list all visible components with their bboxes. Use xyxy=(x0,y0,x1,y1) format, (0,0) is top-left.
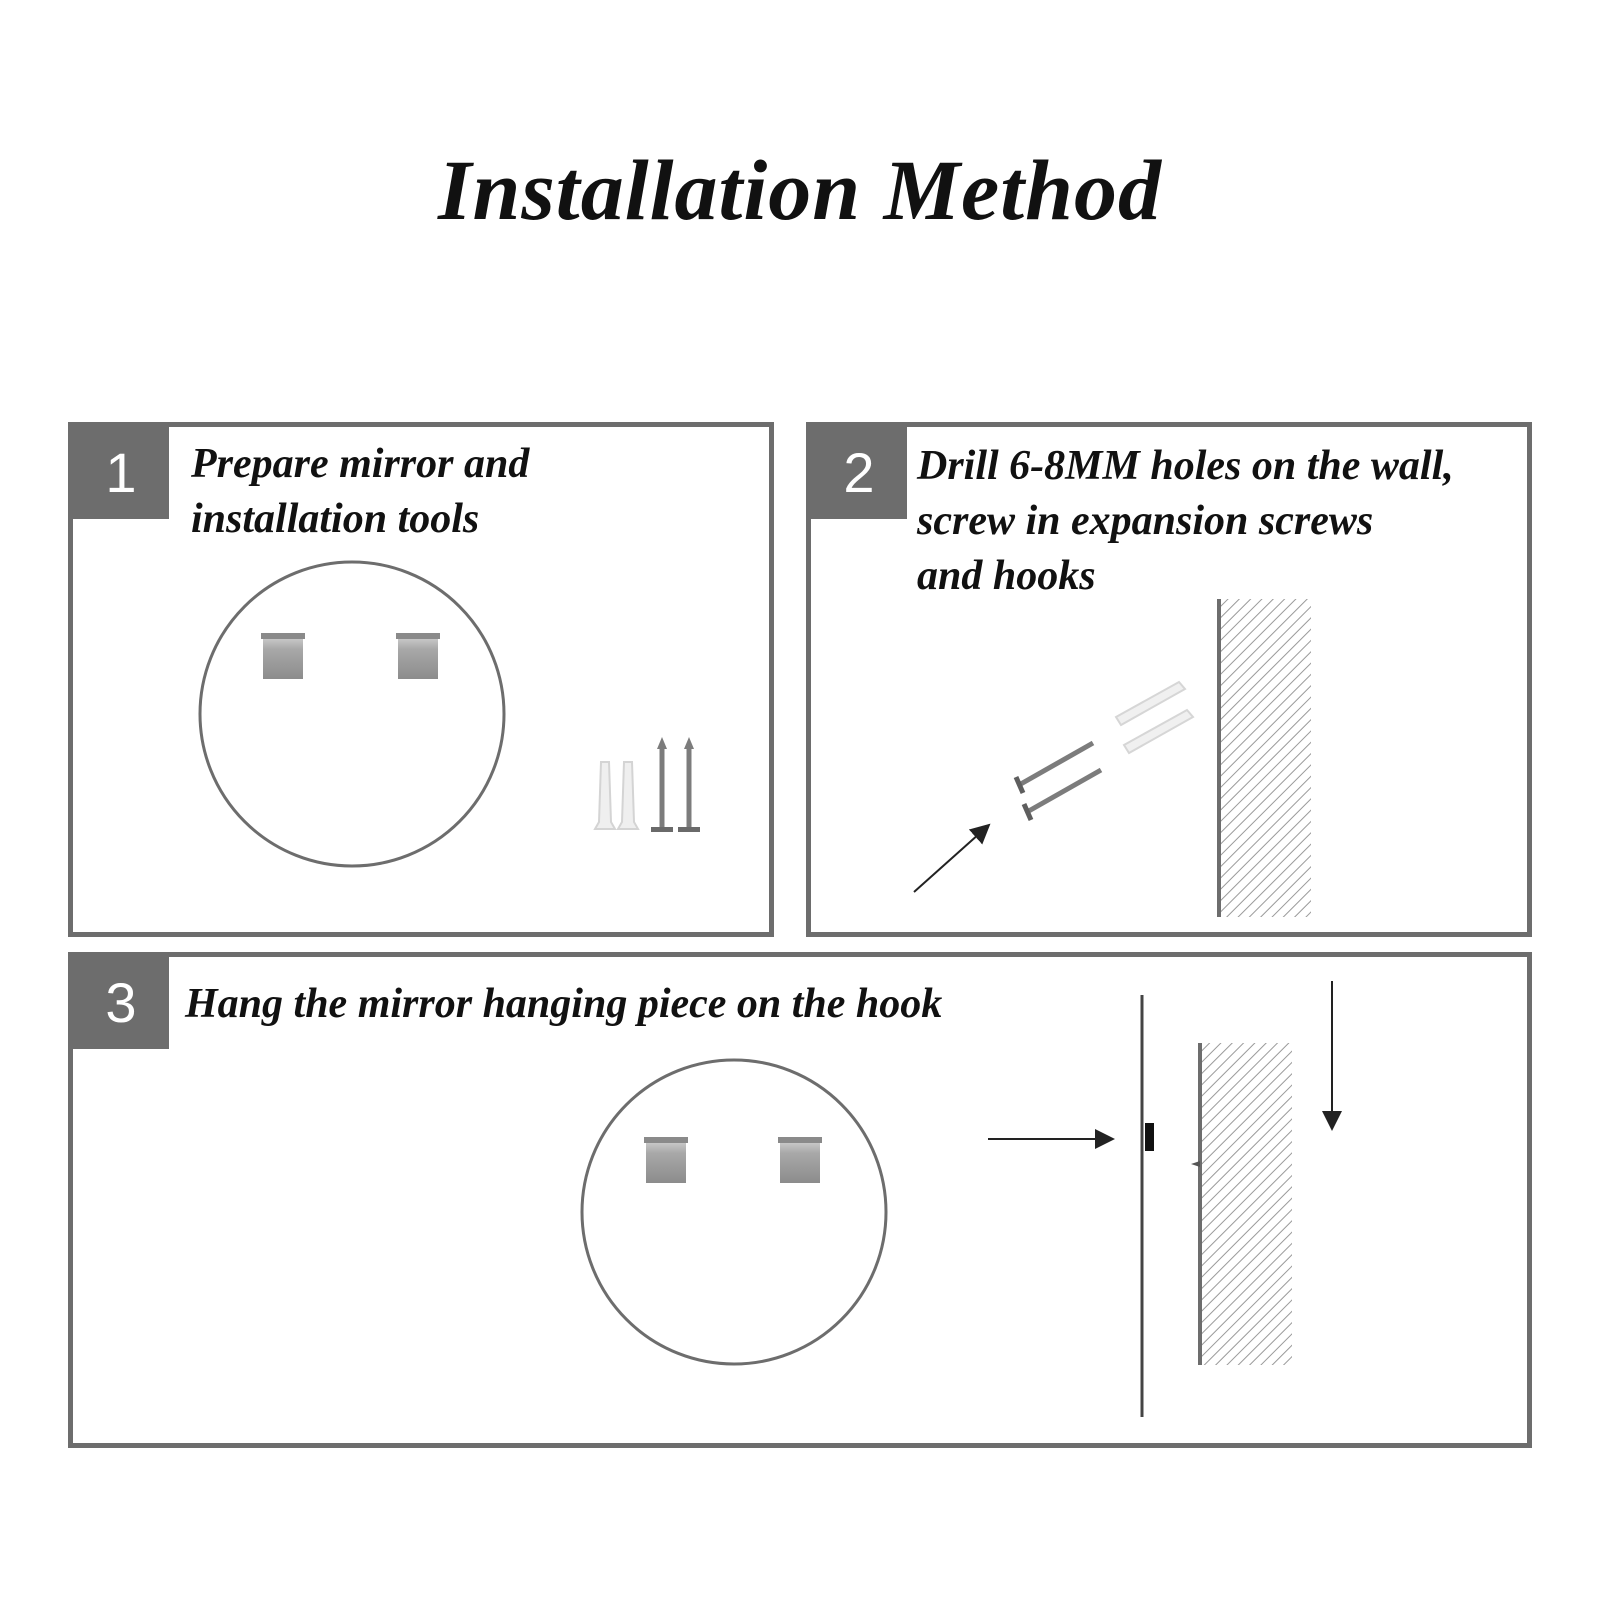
step-3-number: 3 xyxy=(73,957,169,1049)
mirror-hanger-icon xyxy=(396,633,440,679)
step-2-panel xyxy=(806,422,1532,937)
step-2-number: 2 xyxy=(811,427,907,519)
step-2-line-2: screw in expansion screws xyxy=(917,498,1374,544)
screw-icon xyxy=(651,737,673,832)
step-1-line-2: installation tools xyxy=(191,496,480,542)
step-1-panel xyxy=(68,422,774,937)
mirror-side-view-icon xyxy=(1142,995,1154,1417)
step-3-illustration xyxy=(73,957,1527,1443)
step-1-illustration xyxy=(73,427,769,932)
step-2-line-1: Drill 6-8MM holes on the wall, xyxy=(917,443,1454,489)
step-2-line-3: and hooks xyxy=(917,553,1096,599)
step-2-illustration xyxy=(811,427,1527,932)
round-mirror-icon xyxy=(200,562,504,866)
page-title: Installation Method xyxy=(438,142,1162,238)
wall-icon xyxy=(1191,1043,1292,1365)
step-1-line-1: Prepare mirror and xyxy=(191,441,530,487)
mirror-hanger-icon xyxy=(644,1137,688,1183)
step-3-panel xyxy=(68,952,1532,1448)
screw-icon xyxy=(1016,743,1101,820)
wall-icon xyxy=(1219,599,1311,917)
expansion-anchor-icon xyxy=(1116,682,1193,753)
step-3-line-1: Hang the mirror hanging piece on the hook xyxy=(185,981,943,1027)
expansion-anchor-icon xyxy=(595,762,638,829)
mirror-hanger-icon xyxy=(778,1137,822,1183)
mirror-hanger-icon xyxy=(261,633,305,679)
step-1-number: 1 xyxy=(73,427,169,519)
screw-icon xyxy=(678,737,700,832)
round-mirror-icon xyxy=(582,1060,886,1364)
insert-arrow-icon xyxy=(914,825,989,892)
